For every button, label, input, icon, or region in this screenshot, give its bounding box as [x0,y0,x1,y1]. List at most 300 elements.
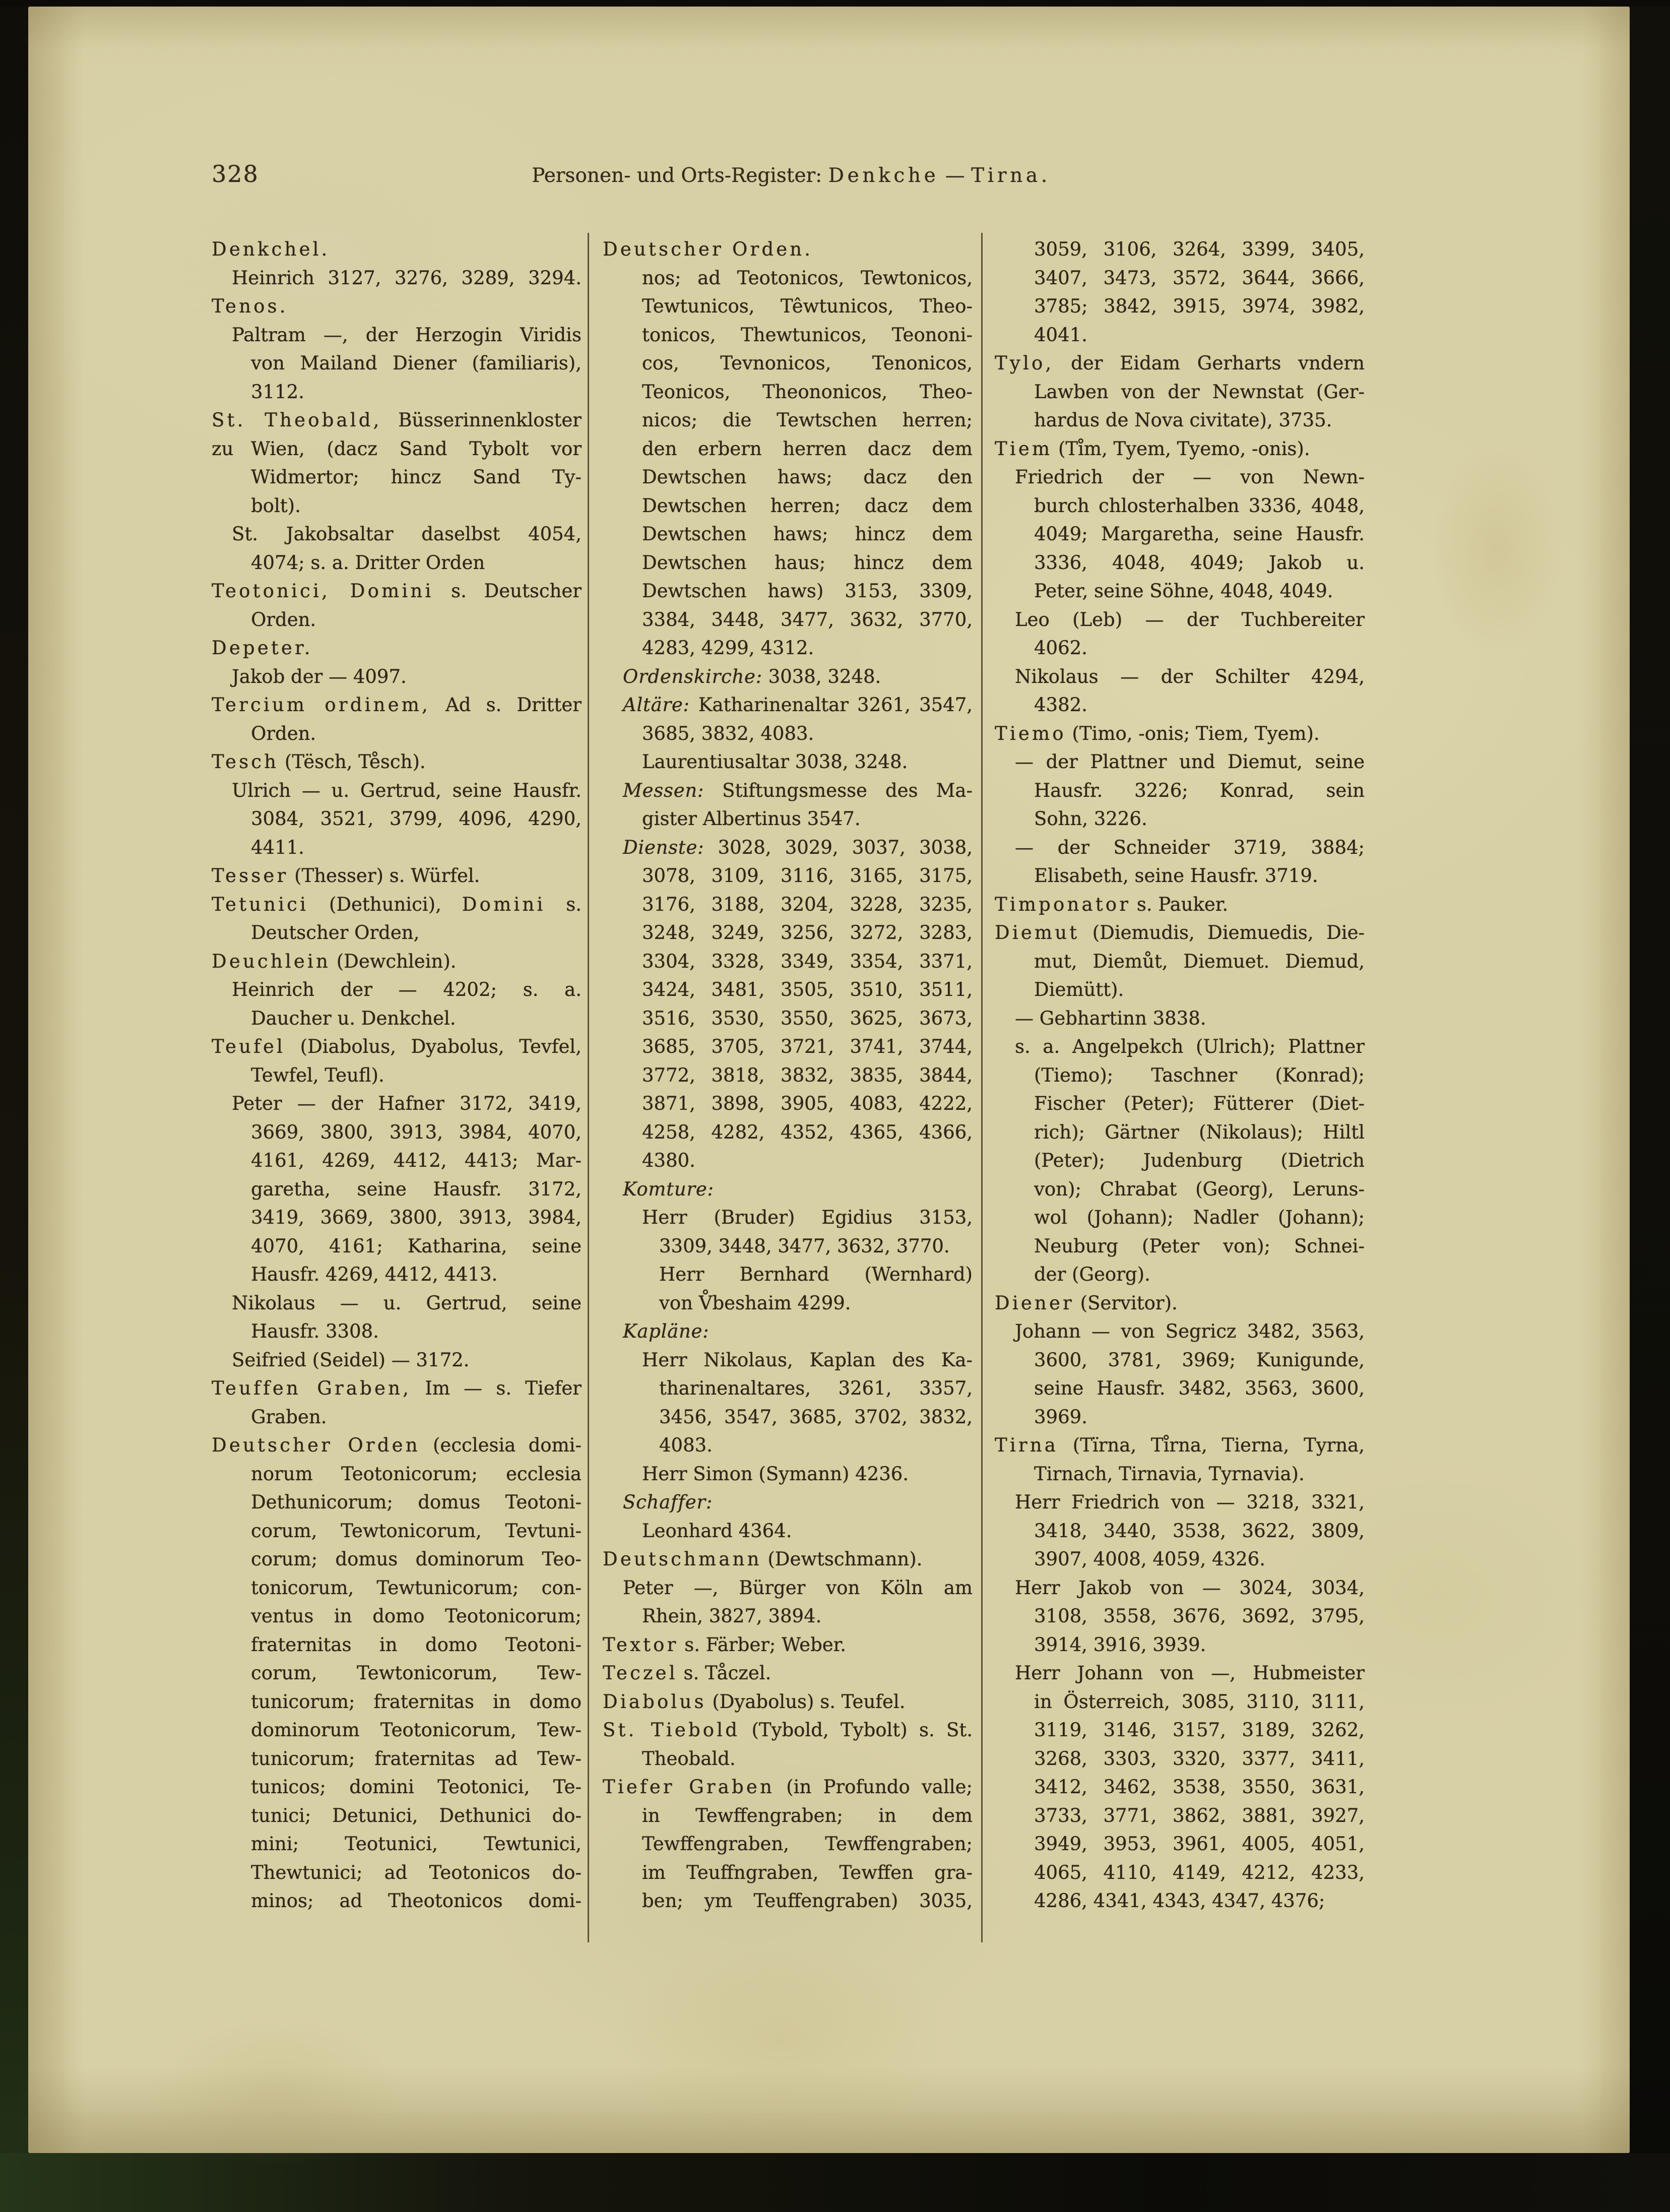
line-text: Herr Friedrich von — 3218, 3321, [1015,1491,1365,1513]
text-line [212,1061,582,1090]
text-line [212,663,582,691]
headword-text: Denkchel. [212,238,330,260]
text-line [995,1204,1365,1232]
line-text: 3969. [1034,1406,1087,1428]
text-line [603,834,973,862]
text-line [603,862,973,891]
line-text: 3685, 3705, 3721, 3741, 3744, [642,1036,973,1057]
line-text: in Tewffengraben; in dem [642,1804,973,1826]
text-line [603,1260,973,1289]
line-text: Jakob der — 4097. [232,665,407,687]
line-text: 3304, 3328, 3349, 3354, 3371, [642,950,973,972]
headword-text: Domini [462,893,546,915]
text-line [603,1517,973,1546]
line-text: garetha, seine Hausfr. 3172, [251,1178,582,1200]
italic-label: Schaffer: [623,1491,713,1513]
index-column-2 [603,235,973,1916]
line-text: Dewtschen haws) 3153, 3309, [642,580,973,602]
text-line [603,1346,973,1375]
line-text: 3516, 3530, 3550, 3625, 3673, [642,1007,973,1029]
text-line [212,862,582,891]
text-line [995,748,1365,777]
line-text: hardus de Nova civitate), 3735. [1034,409,1332,431]
line-text: dominorum Teotonicorum, Tew- [251,1719,582,1741]
text-line [995,1859,1365,1887]
text-line [603,1488,973,1517]
line-text: mini; Teotunici, Tewtunici, [251,1833,582,1855]
text-line [995,1061,1365,1090]
index-column-1 [212,235,582,1916]
line-text: Nikolaus — u. Gertrud, seine [232,1292,582,1314]
text-line [995,1802,1365,1830]
line-text: Dewtschen haws; dacz den [642,466,973,488]
text-line [212,1289,582,1318]
text-line [212,1346,582,1375]
line-text: 3038, 3248. [762,665,881,687]
text-line [995,976,1365,1004]
headword-text: Deuchlein [212,950,331,972]
text-line [603,1545,973,1574]
text-line [995,378,1365,407]
headword-text: St. Theobald, [212,409,382,431]
scan-border-top [0,0,1670,7]
text-line [212,777,582,805]
line-text: 3785; 3842, 3915, 3974, 3982, [1034,295,1365,317]
text-line [995,862,1365,891]
headword-text: Diabolus [603,1690,706,1713]
text-line [212,805,582,834]
line-text: (in Profundo valle; [775,1776,973,1798]
line-text: (Dethunici), [308,893,462,915]
text-line [995,1403,1365,1432]
line-text: Diemütt). [1034,979,1124,1000]
line-text: 3871, 3898, 3905, 4083, 4222, [642,1093,973,1114]
text-line [603,1204,973,1232]
text-line [603,1659,973,1688]
line-text: (Diabolus, Dyabolus, Tevfel, [285,1036,582,1057]
line-text: Fischer (Peter); Fütterer (Diet- [1034,1093,1365,1114]
text-line [995,1773,1365,1802]
text-line [603,378,973,407]
line-text: wol (Johann); Nadler (Johann); [1034,1207,1365,1228]
line-text: Leonhard 4364. [642,1520,792,1542]
text-line [603,976,973,1004]
line-text: (Tybold, Tybolt) s. St. [740,1719,973,1741]
line-text: Dewtschen herren; dacz dem [642,494,973,517]
text-line [603,463,973,492]
line-text: Elisabeth, seine Hausfr. 3719. [1034,865,1318,887]
text-line [212,634,582,663]
line-text: tunici; Detunici, Dethunici do- [251,1804,582,1826]
headword-text: Teczel [603,1662,678,1684]
line-text: 3949, 3953, 3961, 4005, 4051, [1034,1833,1365,1855]
text-line [212,720,582,748]
headword-text: Textor [603,1633,679,1656]
line-text: 3059, 3106, 3264, 3399, 3405, [1034,238,1365,260]
text-line [603,1289,973,1318]
text-line [995,321,1365,350]
line-text: Widmertor; hincz Sand Ty- [251,466,582,488]
text-line [603,1688,973,1717]
line-text: 4083. [659,1434,713,1456]
line-text: Dewtschen haus; hincz dem [642,551,973,574]
line-text: 3418, 3440, 3538, 3622, 3809, [1034,1520,1365,1542]
text-line [212,947,582,976]
text-line [212,1802,582,1830]
line-text: Hausfr. 3226; Konrad, sein [1034,779,1365,801]
text-line [212,349,582,378]
text-line [212,577,582,606]
text-line [603,1175,973,1204]
line-text: Nikolaus — der Schilter 4294, [1015,665,1365,687]
text-line [212,891,582,919]
text-line [603,1403,973,1432]
line-text: (ecclesia domi- [420,1434,582,1456]
text-line [212,1745,582,1774]
text-line [995,1260,1365,1289]
line-text: (Diemudis, Diemuedis, Die- [1079,922,1365,943]
text-line [212,1004,582,1033]
line-text: in Österreich, 3085, 3110, 3111, [1034,1690,1365,1713]
text-line [995,406,1365,435]
line-text: Lawben von der Newnstat (Ger- [1034,381,1365,403]
text-line [603,1061,973,1090]
text-line [603,1374,973,1403]
line-text: Paltram —, der Herzogin Viridis [232,324,582,346]
running-header [212,164,1371,187]
line-text: 4286, 4341, 4343, 4347, 4376; [1034,1890,1325,1912]
headword-text: Tetunici [212,893,309,915]
text-line [603,321,973,350]
text-line [212,1460,582,1489]
line-text: — [939,164,972,187]
line-text: Hausfr. 4269, 4412, 4413. [251,1263,498,1285]
text-line [603,406,973,435]
headword-text: Tercium ordinem, [212,694,430,716]
line-text: corum, Tewtonicorum, Tew- [251,1662,582,1684]
line-text: 3384, 3448, 3477, 3632, 3770, [642,608,973,630]
text-line [995,1090,1365,1118]
italic-label: Altäre: [623,694,690,716]
line-text: tunicos; domini Teotonici, Te- [251,1776,582,1798]
headword-text: Teufel [212,1036,286,1057]
line-text: 3907, 4008, 4059, 4326. [1034,1548,1265,1570]
text-line [995,1431,1365,1460]
column-rule-left [588,233,589,1942]
line-text: 3268, 3303, 3320, 3377, 3411, [1034,1747,1365,1769]
line-text: 3248, 3249, 3256, 3272, 3283, [642,922,973,943]
text-line [212,1147,582,1175]
line-text: Orden. [251,608,316,630]
text-line [603,1118,973,1147]
line-text: 4049; Margaretha, seine Hausfr. [1034,523,1365,545]
line-text: 3600, 3781, 3969; Kunigunde, [1034,1349,1365,1371]
line-text: Sohn, 3226. [1034,808,1147,830]
text-line [995,1659,1365,1688]
line-text: 3456, 3547, 3685, 3702, 3832, [659,1406,973,1428]
line-text: der Eidam Gerharts vndern [1054,352,1365,374]
text-line [603,777,973,805]
text-line [212,1716,582,1745]
text-line [995,691,1365,720]
line-text: Dewtschen haws; hincz dem [642,523,973,545]
text-line [212,1118,582,1147]
text-line [995,435,1365,464]
line-text: Herr Nikolaus, Kaplan des Ka- [642,1349,973,1371]
headword-text: Deutschmann [603,1548,762,1570]
text-line [603,1773,973,1802]
text-line [995,1631,1365,1660]
text-line [212,1374,582,1403]
line-text: Graben. [251,1406,327,1428]
line-text: burch chlosterhalben 3336, 4048, [1034,494,1365,517]
line-text: Tirnach, Tirnavia, Tyrnavia). [1034,1463,1305,1485]
line-text: St. Jakobsaltar daselbst 4054, [232,523,582,545]
headword-text: Depeter. [212,637,313,659]
text-line [995,805,1365,834]
scan-border-left [0,0,28,2212]
text-line [995,1688,1365,1717]
line-text: Peter, seine Söhne, 4048, 4049. [1034,580,1333,602]
text-line [212,1517,582,1546]
text-line [995,1517,1365,1546]
line-text: (Tïrna, Tı̊rna, Tierna, Tyrna, [1058,1434,1365,1456]
text-line [212,1773,582,1802]
text-line [603,1574,973,1603]
text-line [212,1887,582,1916]
text-line [603,349,973,378]
text-line [603,292,973,321]
text-line [212,492,582,521]
line-text: s. Pauker. [1131,893,1229,915]
line-text: 4062. [1034,637,1087,659]
text-line [603,235,973,264]
text-line [995,720,1365,748]
headword-text: Tenos. [212,295,288,317]
line-text: 3112. [251,381,304,403]
line-text: Heinrich 3127, 3276, 3289, 3294. [232,267,582,289]
index-column-3 [995,235,1365,1916]
line-text: 3084, 3521, 3799, 4096, 4290, [251,808,582,830]
text-line [603,1859,973,1887]
text-line [995,1004,1365,1033]
text-line [603,520,973,549]
italic-label: Dienste: [623,836,704,858]
line-text: 4382. [1034,694,1087,716]
text-line [603,1716,973,1745]
line-text: Im — s. Tiefer [411,1377,582,1399]
text-line [995,1289,1365,1318]
text-line [995,292,1365,321]
line-text: Ad s. Dritter [430,694,582,716]
line-text: Rhein, 3827, 3894. [642,1605,822,1627]
line-text: norum Teotonicorum; ecclesia [251,1463,582,1485]
text-line [995,1830,1365,1859]
text-line [212,1859,582,1887]
line-text: 4380. [642,1150,695,1171]
line-text: minos; ad Theotonicos domi- [251,1890,582,1912]
text-line [995,1545,1365,1574]
text-line [212,1403,582,1432]
text-line [212,292,582,321]
line-text: s. Färber; Weber. [678,1633,847,1656]
headword-text: Deutscher Orden [212,1434,420,1456]
text-line [995,1887,1365,1916]
line-text: 3336, 4048, 4049; Jakob u. [1034,551,1365,574]
text-line [212,1631,582,1660]
text-line [995,549,1365,578]
text-line [603,264,973,293]
text-line [603,1431,973,1460]
line-text: im Teuffngraben, Tewffen gra- [642,1861,973,1883]
text-line [995,349,1365,378]
line-text: 3119, 3146, 3157, 3189, 3262, [1034,1719,1365,1741]
text-line [995,1745,1365,1774]
text-line [995,577,1365,606]
line-text: Teonicos, Theononicos, Theo- [642,381,973,403]
line-text: Tewfel, Teufl). [251,1064,384,1086]
text-line [212,378,582,407]
text-line [995,606,1365,635]
line-text: s. Deutscher [433,580,582,602]
line-text: Johann — von Segricz 3482, 3563, [1015,1320,1365,1342]
text-line [212,834,582,862]
text-line [212,1431,582,1460]
line-text: 4041. [1034,324,1087,346]
line-text: Herr Simon (Symann) 4236. [642,1463,909,1485]
text-line [995,1716,1365,1745]
line-text: corum, Tewtonicorum, Tevtuni- [251,1520,582,1542]
text-line [212,1175,582,1204]
text-line [212,606,582,635]
line-text: (Servitor). [1074,1292,1178,1314]
line-text: Hausfr. 3308. [251,1320,379,1342]
line-text: von Mailand Diener (familiaris), [251,352,582,374]
line-text: (Dyabolus) s. Teufel. [706,1690,906,1713]
text-line [212,1204,582,1232]
text-line [212,1090,582,1118]
text-line [212,264,582,293]
line-text: von); Chrabat (Georg), Leruns- [1034,1178,1365,1200]
text-line [603,720,973,748]
text-line [603,1631,973,1660]
column-rule-right [981,233,983,1942]
line-text: 3412, 3462, 3538, 3550, 3631, [1034,1776,1365,1798]
text-line [995,1374,1365,1403]
line-text: (Tı̊m, Tyem, Tyemo, -onis). [1052,437,1310,460]
text-line [603,1033,973,1061]
text-line [212,1488,582,1517]
text-line [603,919,973,947]
text-line [212,1317,582,1346]
text-line [212,1232,582,1261]
text-line [995,1574,1365,1603]
text-line [603,691,973,720]
text-line [995,1033,1365,1061]
line-text: Herr (Bruder) Egidius 3153, [642,1207,973,1228]
text-line [995,1317,1365,1346]
line-text: 4074; s. a. Dritter Orden [251,551,485,574]
line-text: der (Georg). [1034,1263,1150,1285]
line-text: (Tësch, Te̊sch). [279,751,426,773]
scan-border-bottom [0,2153,1670,2212]
headword-text: Teotonici, Domini [212,580,434,602]
text-line [995,235,1365,264]
text-line [212,549,582,578]
page-number: 328 [212,160,259,187]
headword-text: St. Tiebold [603,1719,740,1741]
line-text: Herr Johann von —, Hubmeister [1015,1662,1365,1684]
text-line [212,748,582,777]
line-text: nos; ad Teotonicos, Tewtonicos, [642,267,973,289]
line-text: Herr Bernhard (Wernhard) [659,1263,973,1285]
text-line [603,1460,973,1489]
text-line [603,1745,973,1774]
line-text: 3424, 3481, 3505, 3510, 3511, [642,979,973,1000]
text-line [212,235,582,264]
line-text: 3309, 3448, 3477, 3632, 3770. [659,1235,950,1257]
text-line [212,435,582,464]
line-text: 3772, 3818, 3832, 3835, 3844, [642,1064,973,1086]
line-text: mut, Diemůt, Diemuet. Diemud, [1034,950,1365,972]
text-line [212,520,582,549]
line-text: — der Schneider 3719, 3884; [1015,836,1365,858]
line-text: 3914, 3916, 3939. [1034,1633,1206,1656]
text-line [995,634,1365,663]
line-text: s. a. Angelpekch (Ulrich); Plattner [1015,1036,1365,1057]
line-text: (Timo, -onis; Tiem, Tyem). [1066,722,1320,744]
text-line [603,1004,973,1033]
headword-text: Tylo, [995,352,1054,374]
line-text: 3407, 3473, 3572, 3644, 3666, [1034,267,1365,289]
text-line [603,492,973,521]
line-text: 3078, 3109, 3116, 3165, 3175, [642,865,973,887]
text-line [995,1175,1365,1204]
line-text: (Peter); Judenburg (Dietrich [1034,1150,1365,1171]
text-line [603,1147,973,1175]
line-text: Dethunicorum; domus Teotoni- [251,1491,582,1513]
line-text: Thewtunici; ad Teotonicos do- [251,1861,582,1883]
line-text: tharinenaltares, 3261, 3357, [659,1377,973,1399]
line-text: Ulrich — u. Gertrud, seine Hausfr. [232,779,582,801]
headword-text: Tiefer Graben [603,1776,775,1798]
headword-text: Denkche [828,164,939,187]
text-line [603,1802,973,1830]
text-line [212,463,582,492]
text-line [995,264,1365,293]
text-line [603,891,973,919]
line-text: 4283, 4299, 4312. [642,637,814,659]
text-line [603,947,973,976]
line-text: cos, Tevnonicos, Tenonicos, [642,352,973,374]
text-line [995,1346,1365,1375]
italic-label: Kapläne: [623,1320,710,1342]
line-text: tonicorum, Tewtunicorum; con- [251,1576,582,1599]
text-line [212,691,582,720]
text-line [212,1602,582,1631]
text-line [995,1460,1365,1489]
text-line [995,663,1365,691]
headword-text: Tesch [212,751,279,773]
headword-text: Tesser [212,865,289,887]
line-text: Büsserinnenkloster zu [212,409,582,460]
line-text: tunicorum; fraternitas in domo [251,1690,582,1713]
line-text: Peter —, Bürger von Köln am [623,1576,973,1599]
text-line [603,549,973,578]
text-line [995,919,1365,947]
text-line [212,1545,582,1574]
text-line [212,1260,582,1289]
